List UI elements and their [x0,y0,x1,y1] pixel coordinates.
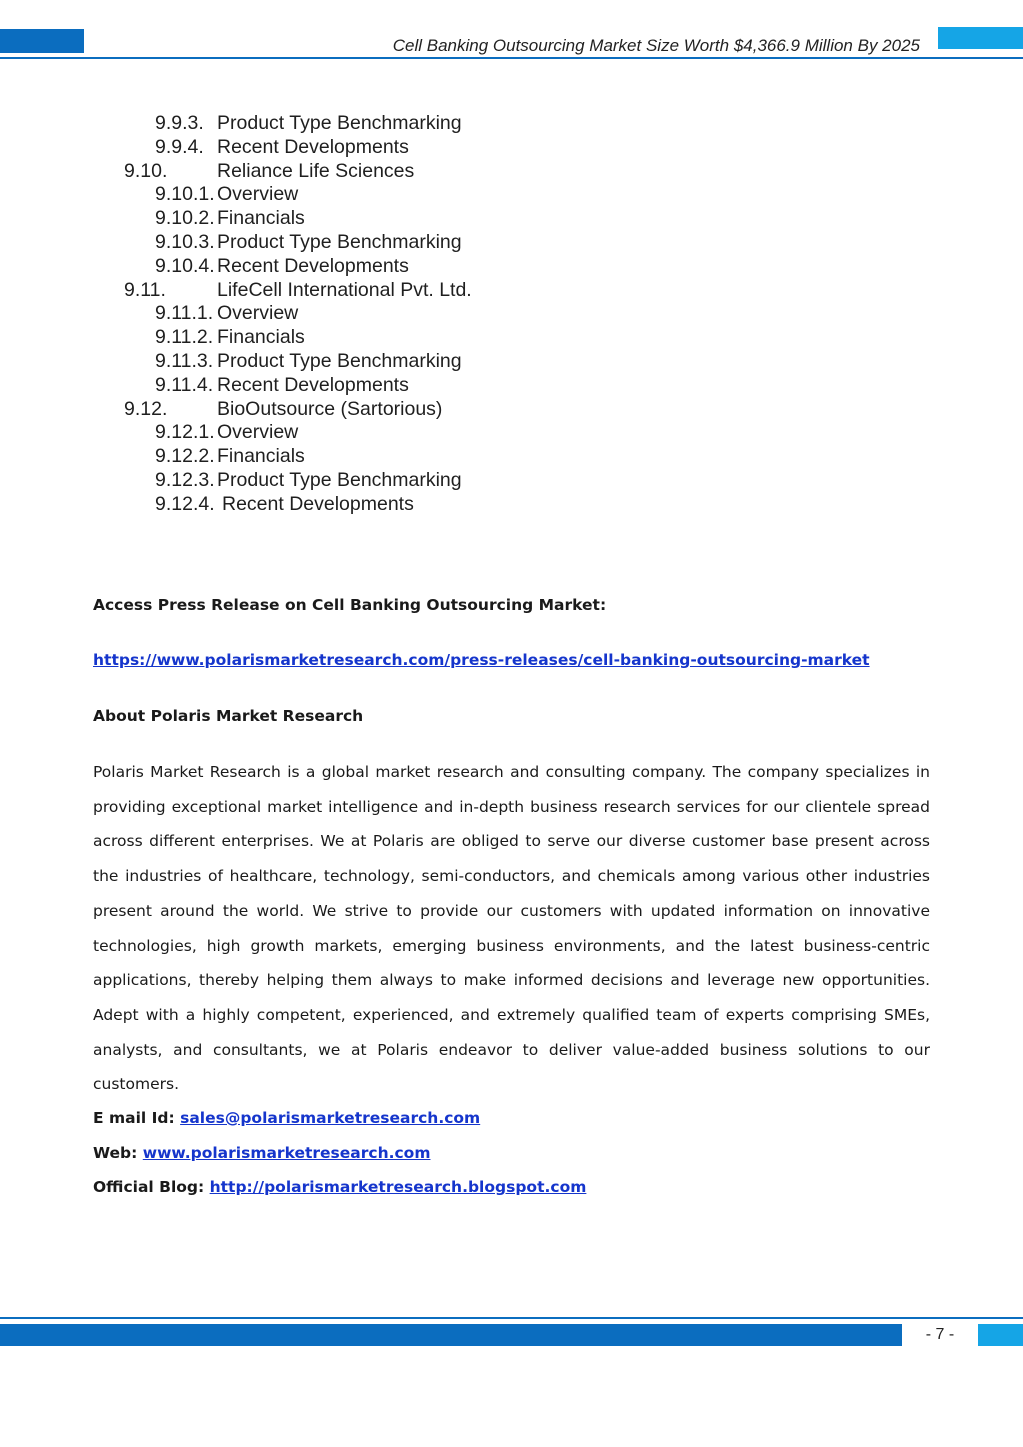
toc-entry-number: 9.11.4. [155,373,214,396]
page-number: - 7 - [925,1326,955,1343]
toc-entry [0,374,1023,398]
toc-entry-title: Product Type Benchmarking [217,112,462,134]
toc-entry-number: 9.12.1. [155,421,215,444]
header-accent-right [938,27,1023,49]
toc-entry [0,469,1023,493]
email-label: E mail Id: [93,1109,175,1127]
toc-entry-title: Product Type Benchmarking [217,468,462,491]
toc-entry [0,183,1023,207]
toc-entry-title: Reliance Life Sciences [217,159,415,182]
toc-entry-number: 9.12.4. [155,492,215,515]
footer-bar [0,1324,902,1346]
toc-entry-number: 9.10.4. [155,254,215,277]
web-line [93,1136,930,1171]
header-rule [0,57,1023,59]
toc-entry-number: 9.10.3. [155,230,215,253]
toc-entry-title: Recent Developments [217,254,409,277]
toc-entry-number: 9.9.3. [155,112,204,134]
toc-entry [0,255,1023,279]
about-paragraph: Polaris Market Research is a global market research and consulting company. The company specializes in providing exceptional market intelligence and in-depth business research services for our clientele spread across different enterprises. We at Polaris are obliged to serve our diverse customer base present across the industries of healthcare, technology, semi-conductors, and chemicals among various other industries present around the world. We strive to provide our customers with updated information on innovative technologies, high growth markets, emerging business environments, and the latest business-centric applications, thereby helping them always to make informed decisions and leverage new opportunities. Adept with a highly competent, experienced, and extremely qualified team of experts comprising SMEs, analysts, and consultants, we at Polaris endeavor to deliver value-added business solutions to our customers. [93,763,930,1094]
toc-entry [0,350,1023,374]
toc-entry-title: LifeCell International Pvt. Ltd. [217,278,472,301]
toc-entry-title: Recent Developments [217,135,409,158]
toc-entry [0,493,1023,517]
press-release-heading: Access Press Release on Cell Banking Outsourcing Market: [93,596,607,614]
toc-entry-number: 9.11.2. [155,326,214,349]
table-of-contents [0,112,1023,517]
toc-entry [0,160,1023,184]
toc-entry-number: 9.10.2. [155,207,215,230]
press-release-link[interactable]: https://www.polarismarketresearch.com/press-releases/cell-banking-outsourcing-market [93,651,870,669]
footer-accent-right [978,1324,1023,1346]
footer-rule [0,1317,1023,1319]
toc-entry [0,279,1023,303]
toc-entry-title: Product Type Benchmarking [217,349,462,372]
toc-entry-number: 9.11. [124,278,166,301]
toc-entry-number: 9.10.1. [155,183,215,206]
toc-entry-title: Financials [217,326,305,349]
toc-entry-number: 9.12.3. [155,468,215,491]
toc-entry [0,326,1023,350]
toc-entry [0,207,1023,231]
blog-line [93,1170,930,1205]
toc-entry [0,445,1023,469]
email-line [93,1101,930,1136]
toc-entry-number: 9.11.1. [155,302,214,325]
toc-entry-title: Overview [217,183,299,206]
toc-entry-title: Recent Developments [222,492,414,515]
toc-entry-title: BioOutsource (Sartorious) [217,397,443,420]
toc-entry [0,398,1023,422]
toc-entry-number: 9.12.2. [155,445,215,468]
toc-entry-title: Financials [217,445,305,468]
toc-entry-title: Financials [217,207,305,230]
web-link[interactable]: www.polarismarketresearch.com [142,1143,431,1162]
toc-entry-number: 9.11.3. [155,349,214,372]
toc-entry-title: Product Type Benchmarking [217,230,462,253]
toc-entry [0,231,1023,255]
blog-label: Official Blog: [93,1178,205,1196]
toc-entry-title: Recent Developments [217,373,409,396]
contact-block [93,1101,930,1205]
header-accent-left [0,29,84,53]
toc-entry [0,136,1023,160]
toc-entry [0,302,1023,326]
toc-entry-number: 9.9.4. [155,135,204,158]
email-link[interactable]: sales@polarismarketresearch.com [180,1109,481,1127]
toc-entry [0,421,1023,445]
toc-entry-number: 9.12. [124,397,168,420]
about-heading: About Polaris Market Research [93,707,364,725]
toc-entry-title: Overview [217,421,299,444]
toc-entry [0,112,1023,136]
blog-link[interactable]: http://polarismarketresearch.blogspot.com [209,1178,587,1196]
web-label: Web: [93,1143,138,1162]
toc-entry-title: Overview [217,302,299,325]
header-title: Cell Banking Outsourcing Market Size Worth $4,366.9 Million By 2025 [392,36,920,55]
toc-entry-number: 9.10. [124,159,168,182]
